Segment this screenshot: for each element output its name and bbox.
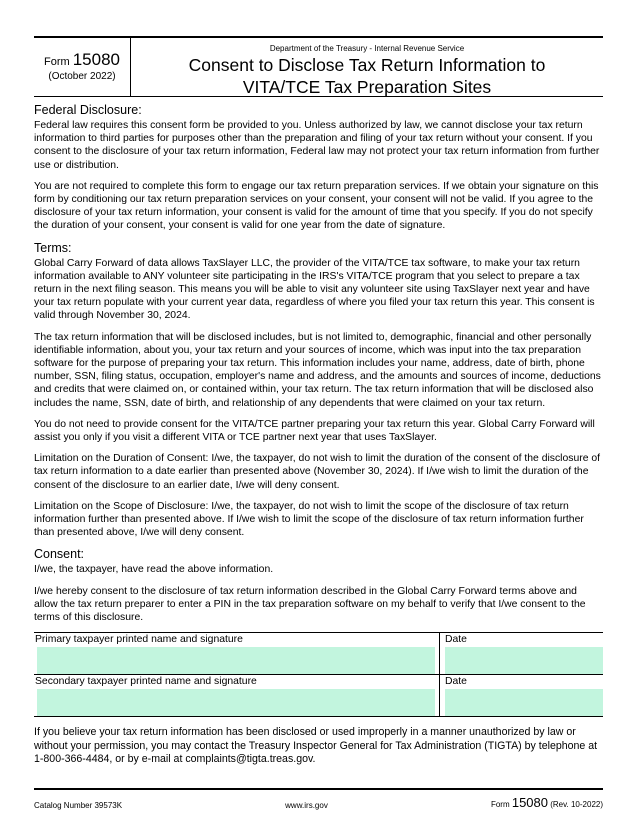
consent-heading: Consent: <box>34 547 85 562</box>
department-name: Department of the Treasury - Internal Revenue Service <box>269 44 465 53</box>
catalog-number: Catalog Number 39573K <box>34 801 123 810</box>
federal-disclosure-paragraph-1: Federal law requires this consent form be provided to you. Unless authorized by law, we cannot disclose your tax return information to third parties for purposes other than the preparation and filing of your tax return without your consent. If you consent to the disclosure of your tax return information, Federal law may not protect your tax return information from further use or distribution. <box>34 120 600 171</box>
footer-form-number: 15080 <box>511 795 548 810</box>
form-header <box>34 36 603 97</box>
form-date: (October 2022) <box>48 71 116 82</box>
federal-disclosure-paragraph-2: You are not required to complete this form to engage our tax return preparation services. If we obtain your signature on this form by conditioning our tax return preparation services on your consent, your consent will not be valid. If you agree to the disclosure of your tax return information, your consent is valid for the amount of time that you specify. If you do not specify the duration of your consent, your consent is valid for one year from the date of signature. <box>34 180 599 232</box>
primary-date-label: Date <box>445 634 467 646</box>
form-page <box>34 36 603 775</box>
footer-form-label: Form <box>490 800 510 809</box>
primary-date-field[interactable] <box>445 647 603 674</box>
primary-signature-field[interactable] <box>37 647 435 674</box>
form-number: 15080 <box>72 50 120 69</box>
form-label: Form <box>43 56 70 68</box>
secondary-signature-row <box>34 674 603 716</box>
consent-paragraph-1: I/we, the taxpayer, have read the above information. <box>34 564 274 576</box>
form-title-line-1: Consent to Disclose Tax Return Information to <box>188 55 546 75</box>
terms-paragraph-3: You do not need to provide consent for the VITA/TCE partner preparing your tax return this year. Global Carry Forward will assist you only if you visit a different VITA or TCE partner next year that uses TaxSlayer. <box>34 418 595 444</box>
terms-paragraph-1: Global Carry Forward of data allows TaxSlayer LLC, the provider of the VITA/TCE tax software, to make your tax return information available to ANY volunteer site participating in the IRS's VITA/TCE program that you select to prepare a tax return in the next filing season. This means you will be able to visit any volunteer site using TaxSlayer next year and have your tax return populate with your current year data, regardless of where you filed your tax return this year. This consent is valid through November 30, 2024. <box>34 257 595 322</box>
secondary-signature-field[interactable] <box>37 689 435 716</box>
form-title-line-2: VITA/TCE Tax Preparation Sites <box>242 77 492 97</box>
primary-signature-row <box>34 633 603 674</box>
signature-table <box>34 632 603 717</box>
terms-paragraph-2: The tax return information that will be disclosed includes, but is not limited to, demographic, financial and other personally identifiable information, about you, your tax return and your sources of income, which was input into the tax preparation software for the purpose of preparing your tax return. This information includes your name, address, date of birth, phone number, SSN, filing status, occupation, employer's name and address, and the amounts and sources of income, deductions and credits that were claimed on, or contained within, your tax return. The tax return information that will be disclosed also includes the name, SSN, date of birth, and relationship of any dependents that were claimed on your tax return. <box>34 331 601 409</box>
title-box <box>131 38 603 96</box>
federal-disclosure-heading: Federal Disclosure: <box>34 103 142 117</box>
consent-paragraph-2: I/we hereby consent to the disclosure of tax return information described in the Global Carry Forward terms above and allow the tax return preparer to enter a PIN in the tax preparation software on my behalf to verify that I/we consent to the terms of this disclosure. <box>34 585 586 624</box>
scope-limitation-paragraph: Limitation on the Scope of Disclosure: I/we, the taxpayer, do not wish to limit the scope of the disclosure of tax return information further than presented above. If I/we wish to limit the scope of the disclosure of tax return information further than presented above, I/we will deny consent. <box>34 500 584 539</box>
secondary-date-label: Date <box>445 676 467 688</box>
website: www.irs.gov <box>285 801 328 810</box>
secondary-signature-label: Secondary taxpayer printed name and signature <box>35 676 257 688</box>
terms-heading: Terms: <box>34 240 72 255</box>
secondary-date-field[interactable] <box>445 689 603 716</box>
duration-limitation-paragraph: Limitation on the Duration of Consent: I/we, the taxpayer, do not wish to limit the duration of the consent of the disclosure of tax return information to a date earlier than presented above (November 30, 2024). If I/we wish to limit the duration of the consent of the disclosure to an earlier date, I/we will deny consent. <box>34 453 601 491</box>
form-footer <box>34 788 603 810</box>
primary-signature-label: Primary taxpayer printed name and signature <box>35 634 243 646</box>
form-id-box <box>34 38 131 96</box>
footer-revision: (Rev. 10-2022) <box>550 800 603 809</box>
closing-paragraph: If you believe your tax return information has been disclosed or used improperly in a manner unauthorized by law or without your permission, you may contact the Treasury Inspector General for Tax Administration (TIGTA) by telephone at 1-800-366-4484, or by e-mail at complaints@tigta.treas.gov. <box>34 726 598 766</box>
